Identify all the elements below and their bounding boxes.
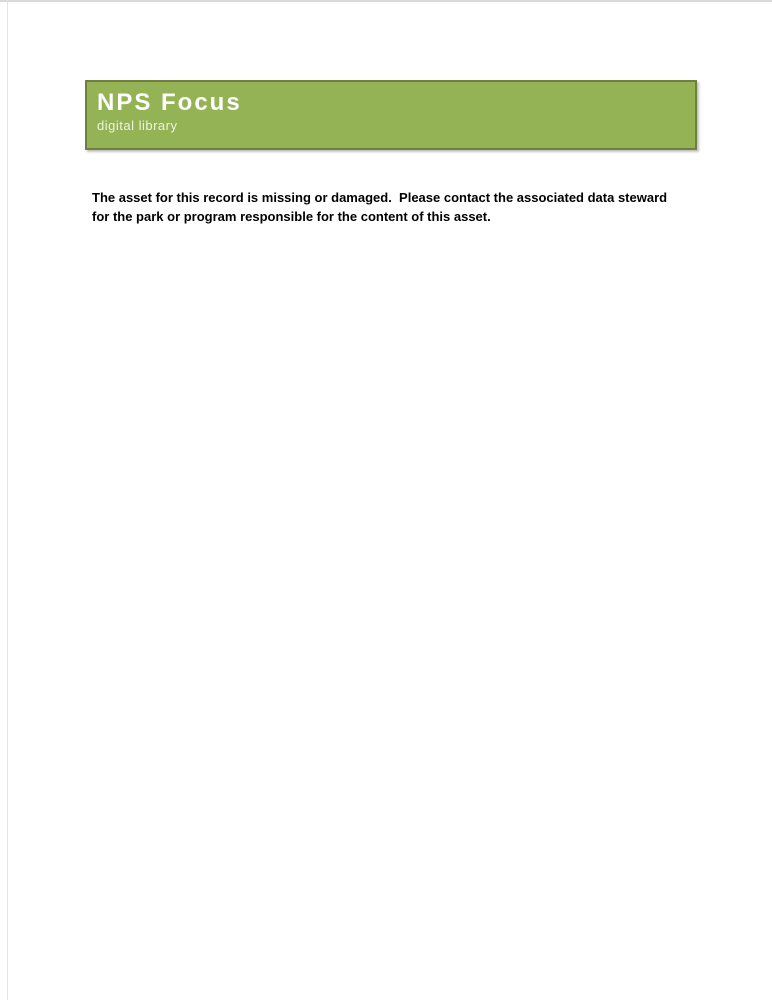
header-banner <box>85 80 697 150</box>
error-message-line-2: for the park or program responsible for the content of this asset. <box>92 209 491 224</box>
page-top-edge <box>0 0 772 2</box>
app-subtitle: digital library <box>97 118 178 133</box>
error-message <box>92 188 667 226</box>
error-message-line-1: The asset for this record is missing or damaged. Please contact the associated data steward <box>92 190 668 205</box>
app-title: NPS Focus <box>97 89 242 116</box>
page-left-edge <box>7 0 8 1000</box>
